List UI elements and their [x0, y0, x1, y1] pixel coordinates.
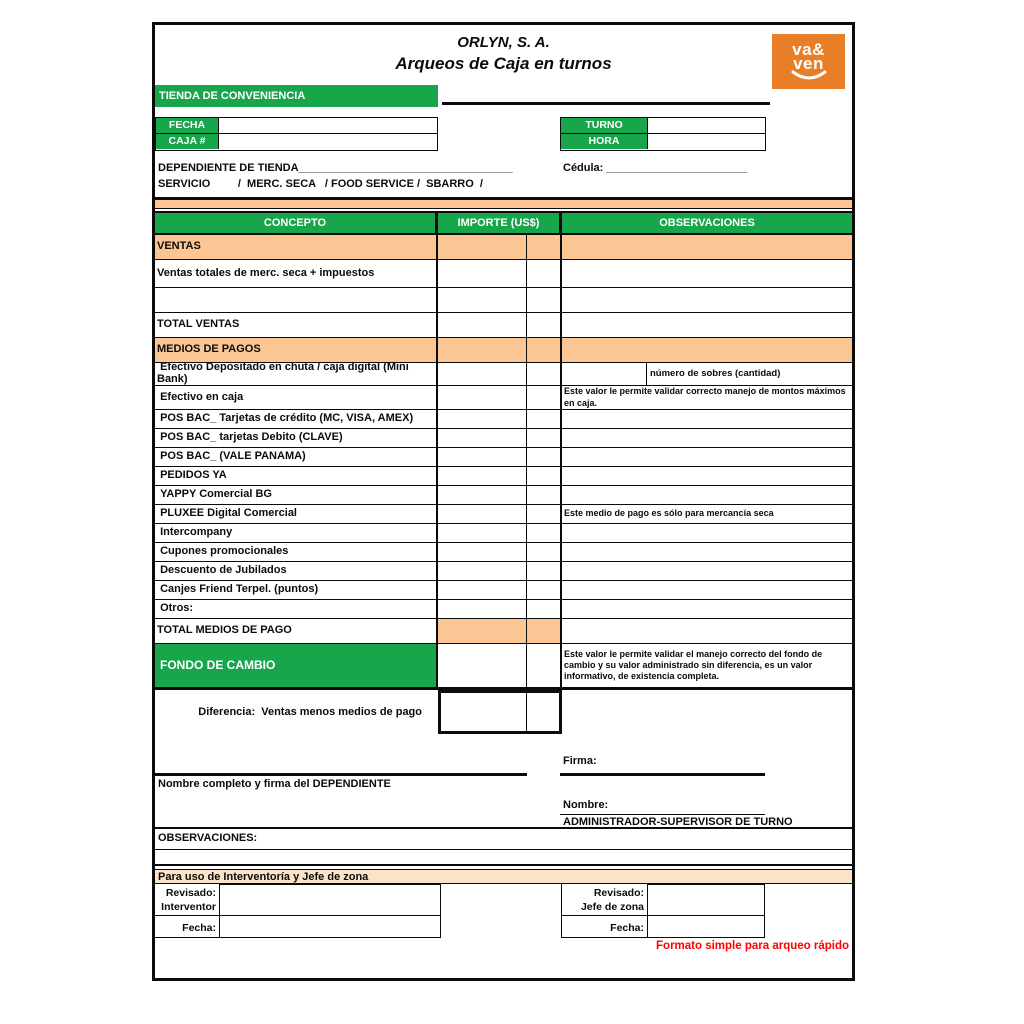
concepto-cell: Descuento de Jubilados	[155, 562, 438, 580]
importe-dollars-cell	[438, 448, 527, 466]
observacion-cell	[562, 448, 852, 466]
table-row	[155, 288, 852, 313]
store-banner-row	[155, 85, 852, 107]
importe-cents-cell	[527, 467, 562, 485]
revisado-label: Revisado:	[593, 887, 644, 899]
concepto-cell: POS BAC_ (VALE PANAMA)	[155, 448, 438, 466]
shift-info-row	[155, 117, 852, 151]
table-row	[155, 581, 852, 600]
importe-cents-cell	[527, 448, 562, 466]
nombre-label: Nombre:	[563, 799, 609, 811]
importe-cents-cell	[527, 524, 562, 542]
company-name: ORLYN, S. A.	[457, 34, 550, 51]
dependiente-label: DEPENDIENTE DE TIENDA	[158, 162, 299, 174]
importe-cents-cell	[527, 386, 562, 409]
importe-dollars-cell	[438, 313, 527, 337]
turno-hora-group	[560, 117, 766, 151]
observaciones-label: OBSERVACIONES:	[155, 829, 852, 850]
table-top-strip	[155, 197, 852, 209]
concepto-cell: Otros:	[155, 600, 438, 618]
table-row	[155, 338, 852, 363]
caja-label: CAJA #	[156, 134, 219, 150]
audit-section-title: Para uso de Interventoría y Jefe de zona	[155, 869, 852, 884]
importe-dollars-cell	[438, 467, 527, 485]
fecha-caja-group	[155, 117, 438, 151]
importe-dollars-cell	[438, 338, 527, 362]
observacion-cell	[562, 690, 852, 735]
jefe-revisado-box	[647, 884, 765, 916]
logo-text-line2: ven	[793, 53, 824, 73]
importe-cents-cell	[527, 338, 562, 362]
table-row	[155, 386, 852, 410]
signature-section	[155, 735, 852, 827]
supervisor-signature-line	[560, 773, 765, 776]
store-type-banner: TIENDA DE CONVENIENCIA	[155, 85, 438, 107]
form-header	[155, 25, 852, 85]
observaciones-header: OBSERVACIONES	[562, 213, 852, 233]
table-row	[155, 543, 852, 562]
interventor-revisado-box	[219, 884, 441, 916]
fecha-label: FECHA	[156, 118, 219, 133]
table-row	[155, 505, 852, 524]
servicio-options-row: SERVICIO / MERC. SECA / FOOD SERVICE / SBARRO /	[158, 178, 483, 190]
caja-value-box	[219, 134, 437, 150]
jefe-de-zona-label: Jefe de zona	[580, 901, 644, 913]
dependiente-blank-line: ___________________________________	[298, 162, 513, 174]
importe-cents-cell	[527, 562, 562, 580]
fondo-de-cambio-cell: FONDO DE CAMBIO	[155, 644, 438, 687]
observacion-cell	[562, 581, 852, 599]
importe-dollars-cell	[438, 429, 527, 447]
table-row	[155, 448, 852, 467]
sobres-count-cell	[562, 363, 647, 385]
jefe-fecha-box	[647, 916, 765, 938]
observacion-cell	[562, 543, 852, 561]
table-row	[155, 690, 852, 735]
logo-text-line1: va&	[792, 39, 825, 59]
observacion-cell: Este valor le permite validar correcto manejo de montos máximos en caja.	[564, 386, 846, 408]
importe-cents-cell	[527, 690, 562, 734]
jefe-fecha-label: Fecha:	[561, 916, 647, 938]
hora-label: HORA	[561, 134, 648, 150]
table-row	[155, 363, 852, 386]
concepto-cell: POS BAC_ Tarjetas de crédito (MC, VISA, AMEX)	[155, 410, 438, 428]
dependiente-signature-caption: Nombre completo y firma del DEPENDIENTE	[158, 778, 391, 790]
concepto-cell	[155, 288, 438, 312]
hora-value-box	[648, 134, 765, 150]
table-row	[155, 524, 852, 543]
observacion-cell	[562, 467, 852, 485]
observacion-cell	[562, 429, 852, 447]
observacion-cell	[562, 260, 852, 287]
importe-dollars-cell	[438, 562, 527, 580]
concepto-cell: TOTAL VENTAS	[155, 313, 438, 337]
importe-dollars-cell	[438, 486, 527, 504]
arqueo-form	[152, 22, 855, 981]
concepto-cell: Efectivo en caja	[155, 386, 438, 409]
importe-cents-cell	[527, 410, 562, 428]
importe-cents-cell	[527, 600, 562, 618]
concepto-cell: PLUXEE Digital Comercial	[155, 505, 438, 523]
format-footnote: Formato simple para arqueo rápido	[656, 939, 849, 952]
interventor-fecha-label: Fecha:	[155, 916, 219, 938]
concepto-cell: Cupones promocionales	[155, 543, 438, 561]
va-and-ven-logo	[772, 34, 845, 89]
fecha-row	[156, 118, 437, 134]
importe-dollars-cell	[438, 644, 527, 687]
importe-cents-cell	[527, 486, 562, 504]
table-row	[155, 410, 852, 429]
table-row	[155, 313, 852, 338]
caja-row	[156, 134, 437, 150]
importe-cents-cell	[527, 235, 562, 259]
cedula-label: Cédula:	[563, 162, 607, 174]
audit-grid	[155, 884, 852, 938]
observacion-cell	[562, 338, 852, 362]
importe-dollars-cell	[438, 288, 527, 312]
importe-cents-cell	[527, 429, 562, 447]
table-row	[155, 429, 852, 448]
table-row	[155, 600, 852, 619]
importe-dollars-cell	[438, 363, 527, 385]
observacion-note: número de sobres (cantidad)	[650, 368, 781, 380]
observacion-cell	[562, 619, 852, 643]
hora-row	[561, 134, 765, 150]
observaciones-box	[155, 827, 852, 866]
turno-value-box	[648, 118, 765, 133]
importe-cents-cell	[527, 363, 562, 385]
importe-cents-cell	[527, 288, 562, 312]
importe-dollars-cell	[438, 524, 527, 542]
supervisor-name-line	[560, 814, 765, 815]
table-row	[155, 619, 852, 644]
observacion-cell	[562, 600, 852, 618]
interventor-fecha-box	[219, 916, 441, 938]
fecha-value-box	[219, 118, 437, 133]
dependiente-signature-line	[155, 773, 527, 776]
importe-cents-cell	[527, 313, 562, 337]
concepto-cell: VENTAS	[155, 235, 438, 259]
table-body	[155, 235, 852, 735]
observacion-cell	[562, 562, 852, 580]
concepto-header: CONCEPTO	[155, 213, 438, 233]
importe-cents-cell	[527, 581, 562, 599]
concepto-cell: TOTAL MEDIOS DE PAGO	[155, 619, 438, 643]
importe-dollars-cell	[438, 410, 527, 428]
table-row	[155, 260, 852, 288]
table-header-row	[155, 211, 852, 235]
dependiente-row	[155, 162, 852, 178]
table-row	[155, 486, 852, 505]
observacion-cell	[562, 235, 852, 259]
importe-dollars-cell	[438, 235, 527, 259]
observacion-cell	[562, 524, 852, 542]
concepto-cell: MEDIOS DE PAGOS	[155, 338, 438, 362]
concepto-cell: Ventas totales de merc. seca + impuestos	[155, 260, 438, 287]
concepto-cell: Diferencia: Ventas menos medios de pago	[198, 705, 422, 718]
jefe-revisado-label	[561, 884, 647, 916]
importe-dollars-cell	[438, 386, 527, 409]
importe-cents-cell	[527, 619, 562, 643]
concepto-cell: PEDIDOS YA	[155, 467, 438, 485]
importe-cents-cell	[527, 644, 562, 687]
observacion-cell	[562, 410, 852, 428]
page-title: Arqueos de Caja en turnos	[395, 54, 612, 73]
importe-cents-cell	[527, 543, 562, 561]
revisado-label: Revisado:	[165, 887, 216, 899]
concepto-cell: YAPPY Comercial BG	[155, 486, 438, 504]
interventor-revisado-label	[155, 884, 219, 916]
importe-dollars-cell	[438, 619, 527, 643]
store-name-line	[442, 102, 770, 105]
importe-dollars-cell	[438, 600, 527, 618]
firma-label: Firma:	[563, 755, 597, 767]
importe-dollars-cell	[438, 260, 527, 287]
importe-dollars-cell	[438, 581, 527, 599]
observacion-cell: Este valor le permite validar el manejo correcto del fondo de cambio y su valor administrado sin diferencia, es un valor informativo, de existencia completa.	[564, 648, 823, 682]
importe-cents-cell	[527, 505, 562, 523]
importe-dollars-cell	[438, 690, 527, 734]
cedula-field	[563, 162, 747, 174]
importe-dollars-cell	[438, 505, 527, 523]
importe-header: IMPORTE (US$)	[438, 213, 562, 233]
observacion-cell	[562, 288, 852, 312]
supervisor-caption: ADMINISTRADOR-SUPERVISOR DE TURNO	[563, 816, 793, 828]
turno-row	[561, 118, 765, 134]
concepto-cell: Canjes Friend Terpel. (puntos)	[155, 581, 438, 599]
smile-icon	[790, 70, 828, 81]
importe-dollars-cell	[438, 543, 527, 561]
observacion-cell	[562, 363, 852, 385]
observacion-cell: Este medio de pago es sólo para mercancía seca	[564, 508, 774, 519]
table-row	[155, 467, 852, 486]
concepto-cell: POS BAC_ tarjetas Debito (CLAVE)	[155, 429, 438, 447]
table-row	[155, 562, 852, 581]
concepto-cell: Efectivo Depositado en chuta / caja digital (Mini Bank)	[155, 363, 438, 385]
table-row	[155, 235, 852, 260]
concepto-cell: Intercompany	[155, 524, 438, 542]
importe-cents-cell	[527, 260, 562, 287]
observacion-cell	[562, 486, 852, 504]
turno-label: TURNO	[561, 118, 648, 133]
table-row	[155, 644, 852, 690]
cedula-blank-line: _______________________	[606, 162, 748, 174]
interventor-label: Interventor	[161, 901, 216, 913]
observacion-cell	[562, 313, 852, 337]
